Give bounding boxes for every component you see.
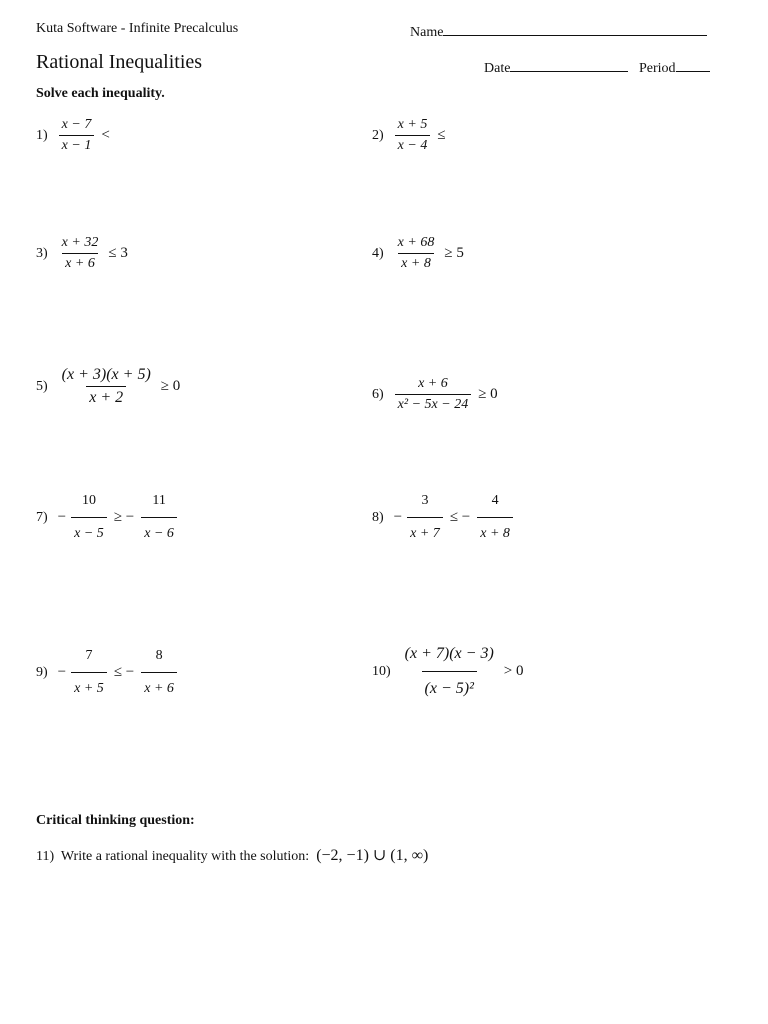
denominator: x + 7 [407,517,443,542]
relation: ≤ − [113,664,135,680]
denominator: x − 5 [71,517,107,542]
problem-4 [372,235,468,272]
problem-7 [36,493,180,542]
relation: < [101,127,110,143]
problem-9 [36,648,180,697]
solution-set: (−2, −1) ∪ (1, ∞) [316,847,429,864]
denominator: x + 5 [71,672,107,697]
relation: > 0 [503,663,524,679]
problem-number: 11) [36,849,55,864]
numerator: x − 7 [61,117,92,132]
negative-sign: − [57,664,67,680]
numerator: x + 6 [418,376,448,391]
problem-number: 4) [372,245,384,261]
problem-number: 9) [36,664,48,680]
numerator: (x + 3)(x + 5) [61,366,151,383]
fraction [402,645,497,698]
denominator: x − 1 [59,135,95,154]
problem-number: 5) [36,378,48,394]
relation: ≥ 0 [478,386,498,402]
relation: ≥ 0 [160,378,181,394]
problem-10 [372,645,528,698]
numerator: 4 [491,493,499,508]
period-label: Period [639,61,676,76]
numerator: 11 [152,493,166,508]
page-title: Rational Inequalities [36,51,203,73]
problem-number: 6) [372,386,384,402]
name-field[interactable] [410,21,707,41]
numerator: 8 [155,648,163,663]
fraction [395,117,431,154]
denominator: x + 8 [477,517,513,542]
period-blank[interactable] [676,57,710,72]
relation: ≤ 3 [108,245,128,261]
fraction-left [71,648,107,697]
numerator: 7 [85,648,93,663]
fraction-left [71,493,107,542]
name-blank[interactable] [443,21,707,36]
fraction-right [141,648,177,697]
critical-prompt: Write a rational inequality with the solution: [60,849,310,864]
numerator: 3 [421,493,429,508]
problem-5 [36,366,184,407]
problem-number: 10) [372,663,391,679]
numerator: (x + 7)(x − 3) [404,645,494,662]
problem-1 [36,117,114,154]
fraction [395,376,472,413]
denominator: x − 6 [141,517,177,542]
problem-2 [372,117,450,154]
name-label: Name [410,25,444,40]
fraction-left [407,493,443,542]
instructions: Solve each inequality. [36,86,165,101]
denominator: x + 6 [62,253,98,272]
date-blank[interactable] [510,57,628,72]
denominator: x + 2 [86,386,126,407]
problem-11 [36,845,428,865]
fraction-right [477,493,513,542]
denominator: x + 8 [398,253,434,272]
numerator: x + 5 [397,117,428,132]
problem-number: 7) [36,509,48,525]
critical-heading: Critical thinking question: [36,813,195,828]
problem-8 [372,493,516,542]
fraction [395,235,438,272]
fraction [59,235,102,272]
denominator: (x − 5)² [422,671,477,698]
denominator: x + 6 [141,672,177,697]
fraction [59,117,95,154]
relation: ≥ 5 [444,245,464,261]
relation: ≥ − [113,509,135,525]
negative-sign: − [393,509,403,525]
date-field[interactable] [484,57,628,77]
problem-number: 8) [372,509,384,525]
relation: ≤ − [449,509,471,525]
fraction [59,366,154,407]
date-label: Date [484,61,511,76]
numerator: x + 68 [397,235,435,250]
negative-sign: − [57,509,67,525]
problem-3 [36,235,132,272]
numerator: x + 32 [61,235,99,250]
worksheet-source: Kuta Software - Infinite Precalculus [36,21,239,36]
problem-number: 2) [372,127,384,143]
period-field[interactable] [639,57,710,77]
numerator: 10 [81,493,96,508]
problem-number: 1) [36,127,48,143]
denominator: x − 4 [395,135,431,154]
denominator: x² − 5x − 24 [395,394,472,413]
problem-6 [372,376,502,413]
problem-number: 3) [36,245,48,261]
fraction-right [141,493,177,542]
relation: ≤ [437,127,446,143]
